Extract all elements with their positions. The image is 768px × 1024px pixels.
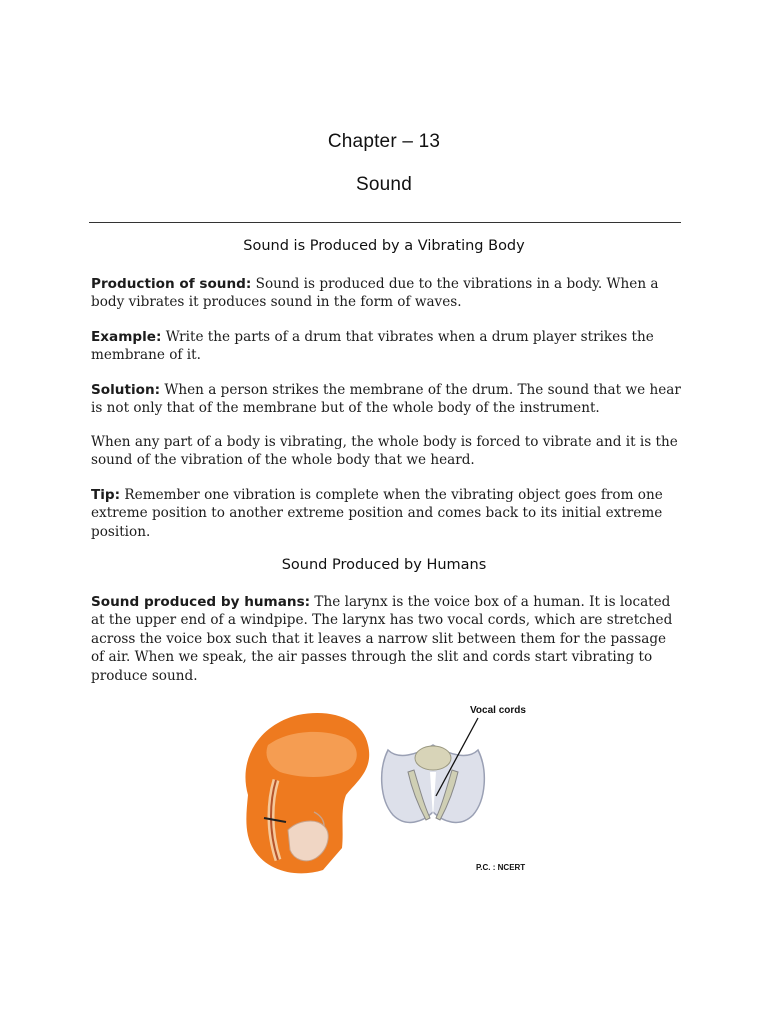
tip-paragraph	[91, 486, 681, 541]
larynx-illustration	[228, 700, 548, 880]
vibration-paragraph: When any part of a body is vibrating, the whole body is forced to vibrate and it is the sound of the vibration of the whole body that we heard.	[91, 434, 678, 469]
tip-text: Remember one vibration is complete when the vibrating object goes from one extreme position to another extreme position and comes back to its initial extreme position.	[91, 487, 663, 540]
production-text: Sound is produced due to the vibrations in a body. When a body vibrates it produces sound in the form of waves.	[91, 276, 659, 311]
section-heading-humans: Sound Produced by Humans	[281, 557, 487, 573]
chapter-title: Chapter – 13	[327, 131, 441, 152]
solution-text: When a person strikes the membrane of the drum. The sound that we hear is not only that of the membrane but of the whole body of the instrument.	[91, 382, 681, 417]
production-label: Production of sound:	[91, 276, 252, 292]
humans-text: The larynx is the voice box of a human. It is located at the upper end of a windpipe. The larynx has two vocal cords, which are stretched across the voice box such that it leaves a narrow slit between them for the passage of air. When we speak, the air passes through the slit and cords start vibrating to produce sound.	[91, 594, 673, 684]
solution-paragraph	[91, 381, 681, 418]
larynx-top-view-image	[382, 718, 485, 822]
example-paragraph	[91, 328, 681, 365]
larynx-figure	[228, 700, 548, 880]
example-label: Example:	[91, 329, 162, 345]
example-text: Write the parts of a drum that vibrates when a drum player strikes the membrane of it.	[91, 329, 654, 364]
head-cross-section-image	[245, 713, 369, 873]
production-paragraph	[91, 275, 681, 312]
humans-paragraph	[91, 593, 681, 685]
chapter-subtitle: Sound	[356, 174, 412, 195]
image-credit: P.C. : NCERT	[476, 863, 526, 872]
tip-label: Tip:	[91, 487, 121, 503]
section-heading-vibrating-body: Sound is Produced by a Vibrating Body	[243, 238, 525, 254]
solution-label: Solution:	[91, 382, 161, 398]
horizontal-divider	[89, 222, 681, 223]
humans-label: Sound produced by humans:	[91, 594, 311, 610]
vocal-cords-label: Vocal cords	[470, 705, 526, 716]
